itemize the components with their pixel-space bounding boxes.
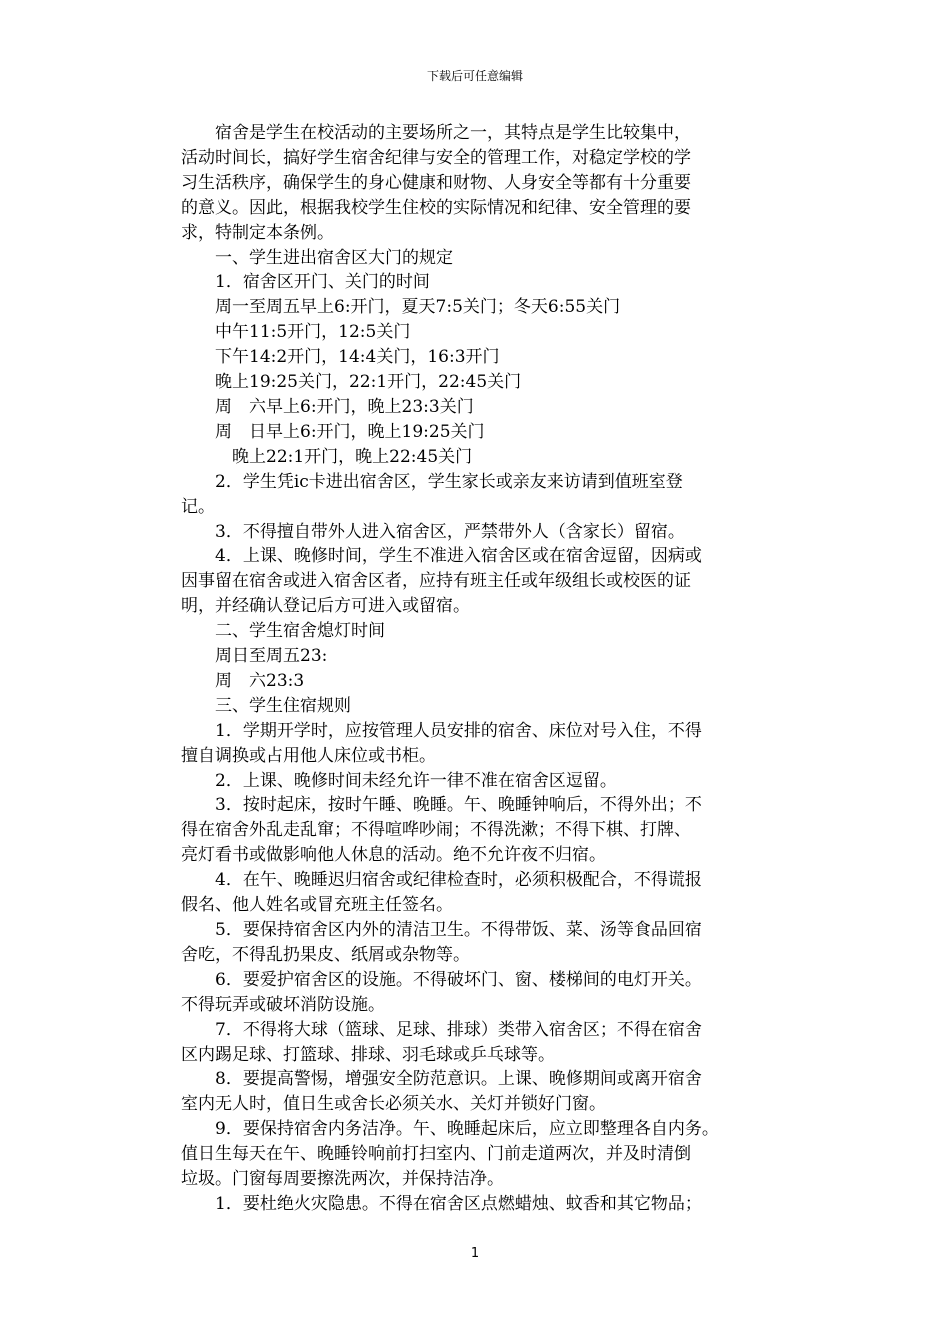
text-line: 5．要保持宿舍区内外的清洁卫生。不得带饭、菜、汤等食品回宿 bbox=[181, 920, 702, 940]
text-line: 周 日早上6:开门，晚上19:25关门 bbox=[181, 421, 485, 442]
page-footer bbox=[0, 1246, 950, 1262]
section-heading: 一、学生进出宿舍区大门的规定 bbox=[181, 247, 453, 268]
text-line: 3．按时起床，按时午睡、晚睡。午、晚睡钟响后，不得外出；不 bbox=[181, 795, 702, 816]
section-heading: 二、学生宿舍熄灯时间 bbox=[181, 621, 385, 642]
text-line: 擅自调换或占用他人床位或书柜。 bbox=[181, 745, 436, 766]
text-line: 假名、他人姓名或冒充班主任签名。 bbox=[181, 895, 453, 916]
text-line: 习生活秩序，确保学生的身心健康和财物、人身安全等都有十分重要 bbox=[181, 172, 691, 193]
text-line: 9．要保持宿舍内务洁净。午、晚睡起床后，应立即整理各自内务。 bbox=[181, 1119, 719, 1140]
header-text: 下载后可任意编辑 bbox=[426, 69, 523, 83]
text-line: 1．宿舍区开门、关门的时间 bbox=[181, 272, 430, 293]
text-line: 3．不得擅自带外人进入宿舍区，严禁带外人（含家长）留宿。 bbox=[181, 521, 685, 542]
text-line: 下午14:2开门，14:4关门，16:3开门 bbox=[181, 347, 500, 368]
text-line: 2．上课、晚修时间未经允许一律不准在宿舍区逗留。 bbox=[181, 770, 617, 791]
text-line: 明，并经确认登记后方可进入或留宿。 bbox=[181, 596, 470, 617]
text-line: 求，特制定本条例。 bbox=[181, 222, 334, 243]
text-line: 周一至周五早上6:开门，夏天7:5关门；冬天6:55关门 bbox=[181, 297, 621, 318]
text-line: 周日至周五23: bbox=[181, 646, 328, 667]
text-line: 4．上课、晚修时间，学生不准进入宿舍区或在宿舍逗留，因病或 bbox=[181, 546, 702, 567]
document-body bbox=[181, 121, 781, 1217]
text-line: 晚上19:25关门，22:1开门，22:45关门 bbox=[181, 372, 522, 393]
text-line: 舍吃，不得乱扔果皮、纸屑或杂物等。 bbox=[181, 944, 470, 965]
text-line: 亮灯看书或做影响他人休息的活动。绝不允许夜不归宿。 bbox=[181, 845, 606, 866]
text-line: 值日生每天在午、晚睡铃响前打扫室内、门前走道两次，并及时清倒 bbox=[181, 1144, 691, 1165]
text-line: 中午11:5开门，12:5关门 bbox=[181, 322, 411, 343]
page-number: 1 bbox=[470, 1246, 480, 1261]
text-line: 8．要提高警惕，增强安全防范意识。上课、晚修期间或离开宿舍 bbox=[181, 1069, 702, 1090]
text-line: 因事留在宿舍或进入宿舍区者，应持有班主任或年级组长或校医的证 bbox=[181, 571, 691, 592]
text-line: 1．要杜绝火灾隐患。不得在宿舍区点燃蜡烛、蚊香和其它物品； bbox=[181, 1193, 702, 1214]
text-line: 周 六23:3 bbox=[181, 670, 305, 691]
section-heading: 三、学生住宿规则 bbox=[181, 695, 351, 716]
text-line: 7．不得将大球（篮球、足球、排球）类带入宿舍区；不得在宿舍 bbox=[181, 1019, 702, 1040]
text-line: 区内踢足球、打篮球、排球、羽毛球或乒乓球等。 bbox=[181, 1044, 555, 1065]
text-line: 周 六早上6:开门，晚上23:3关门 bbox=[181, 396, 474, 417]
text-line: 室内无人时，值日生或舍长必须关水、关灯并锁好门窗。 bbox=[181, 1094, 606, 1115]
page-header bbox=[0, 68, 950, 84]
text-line: 宿舍是学生在校活动的主要场所之一，其特点是学生比较集中， bbox=[181, 123, 691, 143]
text-line: 6．要爱护宿舍区的设施。不得破坏门、窗、楼梯间的电灯开关。 bbox=[181, 969, 702, 990]
text-line: 不得玩弄或破坏消防设施。 bbox=[181, 994, 385, 1015]
text-line: 得在宿舍外乱走乱窜；不得喧哗吵闹；不得洗漱；不得下棋、打牌、 bbox=[181, 820, 691, 841]
text-line: 活动时间长，搞好学生宿舍纪律与安全的管理工作，对稳定学校的学 bbox=[181, 147, 691, 168]
text-line: 2．学生凭ic卡进出宿舍区，学生家长或亲友来访请到值班室登 bbox=[181, 471, 683, 492]
text-line: 的意义。因此，根据我校学生住校的实际情况和纪律、安全管理的要 bbox=[181, 197, 691, 218]
text-line: 1．学期开学时，应按管理人员安排的宿舍、床位对号入住，不得 bbox=[181, 720, 702, 741]
text-line: 4．在午、晚睡迟归宿舍或纪律检查时，必须积极配合，不得谎报 bbox=[181, 870, 702, 891]
text-line: 垃圾。门窗每周要擦洗两次，并保持洁净。 bbox=[181, 1169, 504, 1190]
text-line: 晚上22:1开门，晚上22:45关门 bbox=[181, 446, 473, 467]
text-line: 记。 bbox=[181, 496, 215, 517]
